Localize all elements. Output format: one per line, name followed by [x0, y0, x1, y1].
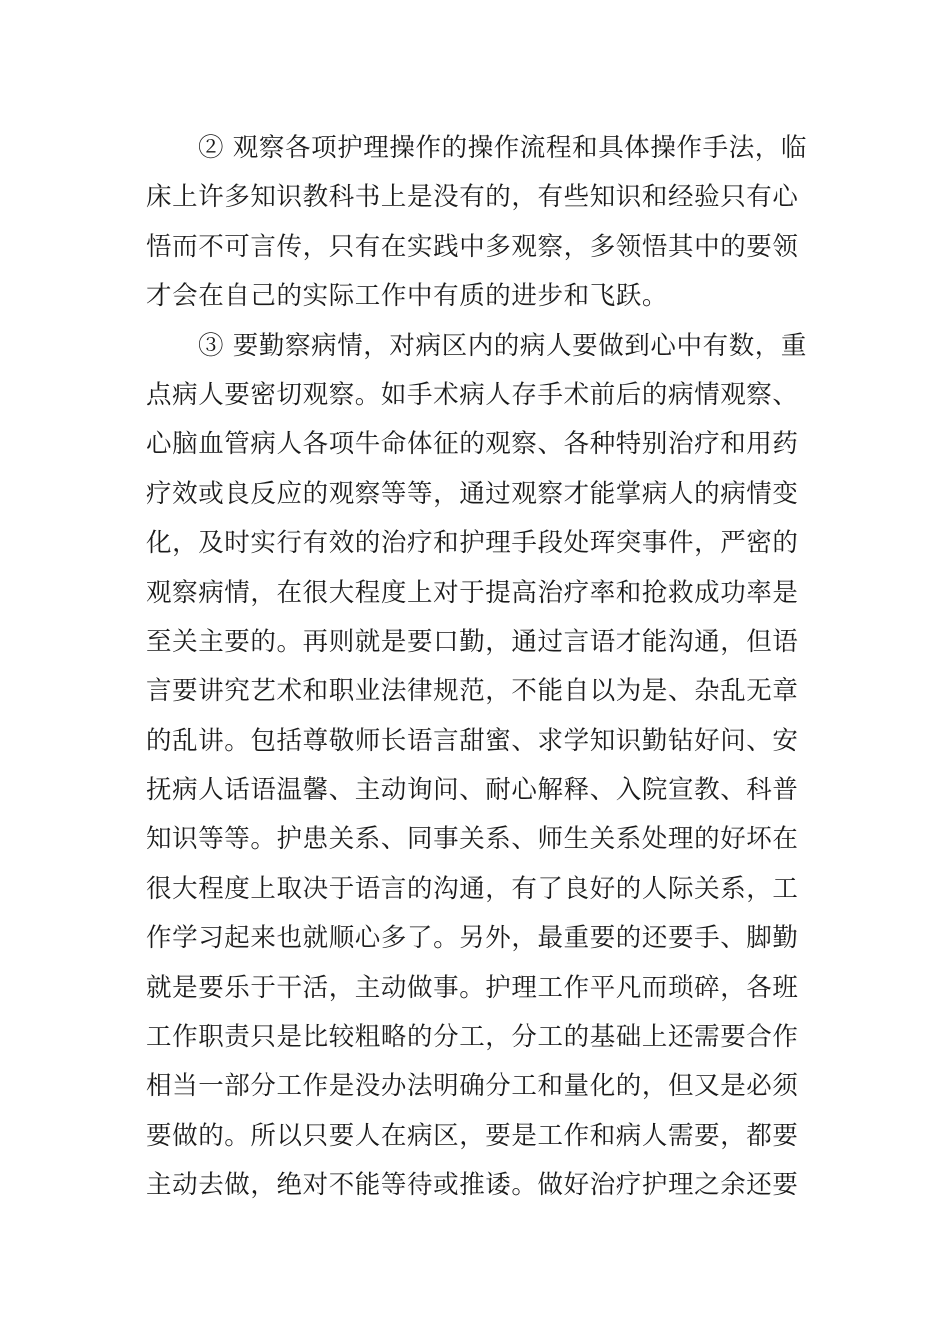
text-line: 的乱讲。包括尊敬师长语言甜蜜、求学知识勤钻好问、安 [146, 725, 799, 756]
text-line: 疗效或良反应的观察等等，通过观察才能掌病人的病情变 [146, 478, 799, 509]
text-line: 悟而不可言传，只有在实践中多观察，多领悟其中的要领 [146, 231, 799, 262]
text-line: 作学习起来也就顺心多了。另外，最重要的还要手、脚勤 [146, 923, 799, 954]
text-line: 主动去做，绝对不能等待或推诿。做好治疗护理之余还要 [146, 1170, 799, 1201]
text-line: 观察病情，在很大程度上对于提高治疗率和抢救成功率是 [146, 577, 799, 608]
text-line: 相当一部分工作是没办法明确分工和量化的，但又是必须 [146, 1071, 799, 1102]
text-line: 化，及时实行有效的治疗和护理手段处珲突事件，严密的 [146, 528, 799, 559]
text-line: ③ 要勤察病情，对病区内的病人要做到心中有数，重 [198, 330, 808, 361]
paragraph-observe-condition [146, 322, 808, 1211]
text-line: 工作职责只是比较粗略的分工，分工的基础上还需要合作 [146, 1022, 799, 1053]
text-line: 床上许多知识教科书上是没有的，有些知识和经验只有心 [146, 182, 799, 213]
paragraph-observe-procedures [146, 124, 808, 322]
text-line: 才会在自己的实际工作中有质的进步和飞跃。 [146, 281, 669, 312]
text-line: 很大程度上取决于语言的沟通，有了良好的人际关系，工 [146, 873, 799, 904]
text-line: 要做的。所以只要人在病区，要是工作和病人需要，都要 [146, 1120, 799, 1151]
text-line: ② 观察各项护理操作的操作流程和具体操作手法，临 [198, 133, 808, 163]
text-line: 知识等等。护患关系、同事关系、师生关系处理的好坏在 [146, 824, 799, 855]
text-line: 至关主要的。再则就是要口勤，通过言语才能沟通，但语 [146, 626, 799, 657]
text-line: 点病人要密切观察。如手术病人存手术前后的病情观察、 [146, 379, 799, 410]
text-line: 就是要乐于干活，主动做事。护理工作平凡而琐碎，各班 [146, 972, 799, 1003]
body-text [146, 124, 808, 1211]
text-line: 心脑血管病人各项牛命体征的观察、各种特别治疗和用药 [146, 429, 799, 460]
text-line: 抚病人话语温馨、主动询问、耐心解释、入院宣教、科普 [146, 775, 799, 806]
text-line: 言要讲究艺术和职业法律规范，不能自以为是、杂乱无章 [146, 676, 799, 707]
